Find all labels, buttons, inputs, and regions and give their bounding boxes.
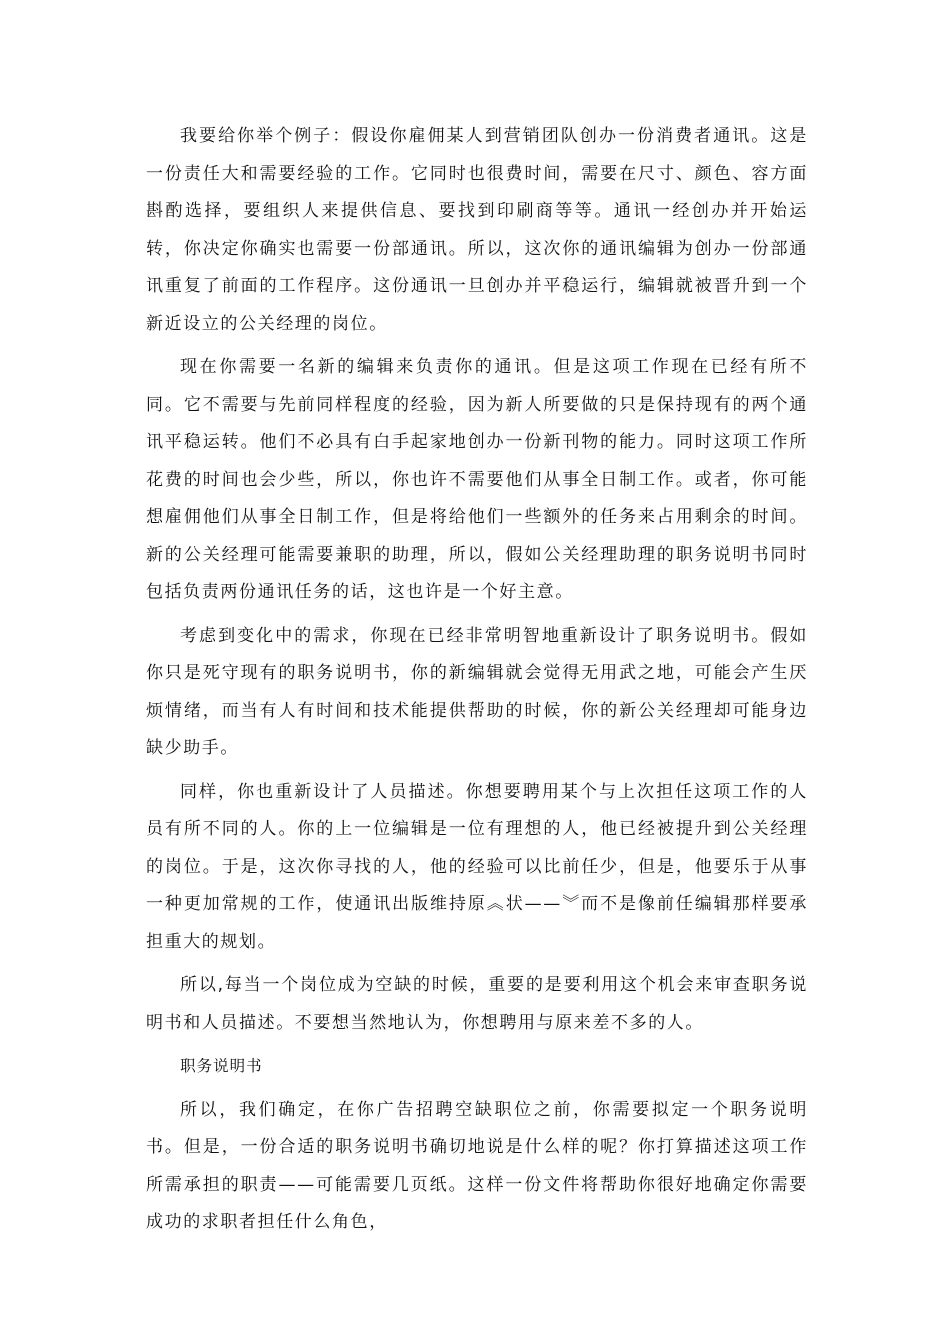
paragraph-example: 我要给你举个例子：假设你雇佣某人到营销团队创办一份消费者通讯。这是一份责任大和需要经验的工作。它同时也很费时间，需要在尺寸、颜色、容方面斟酌选择，要组织人来提供信息、要找到印刷商等等。通讯一经创办并开始运转，你决定你确实也需要一份部通讯。所以，这次你的通讯编辑为创办一份部通讯重复了前面的工作程序。这份通讯一旦创办并平稳运行，编辑就被晋升到一个新近设立的公关经理的岗位。 bbox=[146, 126, 808, 334]
paragraph-changing-needs: 考虑到变化中的需求，你现在已经非常明智地重新设计了职务说明书。假如你只是死守现有的职务说明书，你的新编辑就会觉得无用武之地，可能会产生厌烦情绪，而当有人有时间和技术能提供帮助的时候，你的新公关经理却可能身边缺少助手。 bbox=[146, 625, 808, 758]
paragraph-new-editor: 现在你需要一名新的编辑来负责你的通讯。但是这项工作现在已经有所不同。它不需要与先前同样程度的经验，因为新人所要做的只是保持现有的两个通讯平稳运转。他们不必具有白手起家地创办一份新刊物的能力。同时这项工作所花费的时间也会少些，所以，你也许不需要他们从事全日制工作。或者，你可能想雇佣他们从事全日制工作，但是将给他们一些额外的任务来占用剩余的时间。新的公关经理可能需要兼职的助理，所以，假如公关经理助理的职务说明书同时包括负责两份通讯任务的话，这也许是一个好主意。 bbox=[146, 357, 808, 602]
paragraph-review-vacancy: 所以,每当一个岗位成为空缺的时候，重要的是要利用这个机会来审查职务说明书和人员描述。不要想当然地认为，你想聘用与原来差不多的人。 bbox=[146, 975, 808, 1033]
section-heading: 职务说明书 bbox=[180, 1057, 263, 1075]
paragraph-person-description: 同样，你也重新设计了人员描述。你想要聘用某个与上次担任这项工作的人员有所不同的人。你的上一位编辑是一位有理想的人，他已经被提升到公关经理的岗位。于是，这次你寻找的人，他的经验可以比前任少，但是，他要乐于从事一种更加常规的工作，使通讯出版维持原︽状——︾而不是像前任编辑那样要承担重大的规划。 bbox=[146, 781, 808, 952]
paragraph-job-description: 所以，我们确定，在你广告招聘空缺职位之前，你需要拟定一个职务说明书。但是，一份合适的职务说明书确切地说是什么样的呢？你打算描述这项工作所需承担的职责——可能需要几页纸。这样一份文件将帮助你很好地确定你需要成功的求职者担任什么角色， bbox=[146, 1099, 808, 1232]
document-body bbox=[146, 118, 808, 1248]
